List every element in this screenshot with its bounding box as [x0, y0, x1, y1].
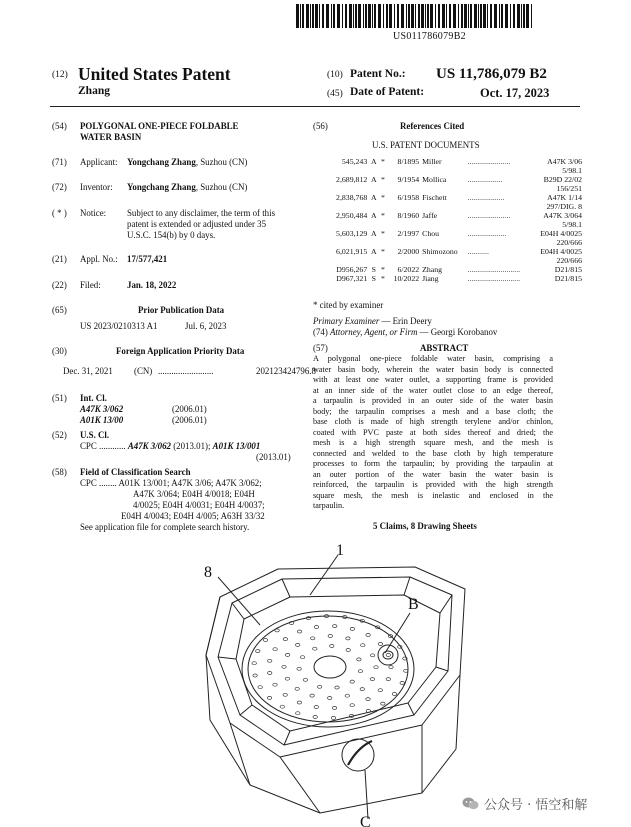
ref-kind: S [371, 274, 376, 283]
barcode-bar [483, 4, 486, 28]
barcode-bar [470, 4, 472, 28]
reference-row-cont [327, 166, 582, 175]
notice-code: ( * ) [52, 208, 67, 218]
reference-row [327, 229, 582, 238]
barcode-bar [363, 4, 364, 28]
ref-class: A47K 3/06 [547, 157, 582, 166]
field-line-5: See application file for complete search history. [80, 522, 250, 532]
barcode-bar [333, 4, 335, 28]
barcode-bar [337, 4, 340, 28]
barcode-bar [326, 4, 329, 28]
cpc-class-1: A47K 3/062 [127, 441, 171, 451]
cpc-leader: ............ [99, 441, 126, 451]
patent-drawing [160, 535, 500, 827]
abstract-line: water basin body, wherein the water basin body is connected [313, 364, 553, 374]
inventor [127, 182, 247, 193]
inventor-location: , Suzhou (CN) [195, 182, 248, 192]
examiner-label: Primary Examiner [313, 316, 380, 326]
abstract-line: with at least one water outlet, a supporting frame is provided [313, 375, 553, 384]
barcode-bar [315, 4, 318, 28]
abstract-heading: ABSTRACT [420, 343, 469, 353]
abstract-line: base cloth is made of high strength terylene and/or chinlon, [313, 417, 553, 426]
intcl-version-1: (2006.01) [172, 404, 207, 414]
barcode-bar [306, 4, 309, 28]
filed-date: Jan. 18, 2022 [127, 280, 177, 290]
ref-date: 8/1895 [397, 157, 420, 166]
appl-label: Appl. No.: [80, 254, 118, 264]
drawing-label-c: C [360, 814, 371, 827]
date-of-patent: Oct. 17, 2023 [480, 86, 550, 100]
barcode-bar [418, 4, 420, 28]
ref-leader: ................... [467, 193, 505, 202]
reference-row [327, 265, 582, 274]
applicant-label: Applicant: [80, 157, 118, 167]
refs-code: (56) [313, 121, 328, 131]
field-label: Field of Classification Search [80, 467, 191, 477]
barcode-bar [322, 4, 324, 28]
header-divider [50, 106, 580, 107]
title-code: (54) [52, 121, 67, 131]
foreign-country: (CN) [134, 366, 153, 376]
barcode-bar [513, 4, 515, 28]
foreign-number: 202123424796.8 [256, 366, 316, 376]
ref-kind: A [370, 229, 377, 238]
ref-star: * [381, 175, 385, 184]
prior-pub-number: US 2023/0210313 A1 [80, 321, 158, 331]
attorney-line [313, 327, 497, 338]
barcode-bar [408, 4, 410, 28]
barcode-bar [494, 4, 497, 28]
references-list [327, 157, 582, 283]
ref-leader: ........................... [467, 265, 521, 274]
appl-code: (21) [52, 254, 67, 264]
examiner-name: — Erin Deery [381, 316, 432, 326]
inventor-name: Yongchang Zhang [127, 182, 196, 192]
barcode-bar [461, 4, 463, 28]
prior-pub-heading: Prior Publication Data [138, 305, 225, 315]
abstract-code: (57) [313, 343, 328, 353]
intcl-code: (51) [52, 393, 67, 403]
ref-class: D21/815 [554, 265, 582, 274]
barcode-bar [487, 4, 488, 28]
barcode-number: US011786079B2 [393, 31, 466, 42]
ref-star: * [381, 265, 385, 274]
ref-number: 2,689,812 [336, 175, 368, 184]
barcode-bar [312, 4, 314, 28]
ref-date: 10/2022 [393, 274, 420, 283]
date-of-patent-label: Date of Patent: [350, 86, 425, 98]
notice-line-3: U.S.C. 154(b) by 0 days. [127, 230, 216, 240]
ref-number: D956,267 [336, 265, 368, 274]
field-code: (58) [52, 467, 67, 477]
barcode-bar [490, 4, 492, 28]
ref-class: A47K 1/14 [547, 193, 582, 202]
barcode-bar [300, 4, 301, 28]
barcode-bar [523, 4, 525, 28]
barcode-bar [397, 4, 399, 28]
notice-line-1: Subject to any disclaimer, the term of this [127, 208, 276, 218]
refs-heading: References Cited [400, 121, 465, 131]
notice-line-2: patent is extended or adjusted under 35 [127, 219, 267, 229]
abstract-line: coated with PVC paste at both sides thereof and dried; the [313, 427, 553, 437]
prior-pub-code: (65) [52, 305, 67, 315]
barcode-bar [353, 4, 354, 28]
ref-name: Jaffe [422, 211, 438, 220]
appl-number: 17/577,421 [127, 254, 168, 264]
uscl-code: (52) [52, 430, 67, 440]
barcode-bar [427, 4, 429, 28]
barcode-bar [302, 4, 304, 28]
field-line-3: 4/0025; E04H 4/0031; E04H 4/0037; [133, 500, 265, 510]
abstract-line: A polygonal one-piece foldable water basin, comprising a [313, 354, 553, 363]
ref-name: Chou [422, 229, 440, 238]
ref-name: Jiang [422, 274, 439, 283]
ref-class-cont: 5/98.1 [562, 220, 582, 229]
barcode-bar [345, 4, 347, 28]
cpc-label: CPC [80, 441, 97, 451]
reference-row [327, 211, 582, 220]
ref-star: * [381, 274, 385, 283]
ref-number: 2,838,768 [336, 193, 368, 202]
barcode-bar [499, 4, 500, 28]
attorney-label: Attorney, Agent, or Firm [330, 327, 418, 337]
ref-kind: A [370, 193, 377, 202]
barcode-bar [478, 4, 479, 28]
ref-star: * [381, 247, 385, 256]
ref-class: E04H 4/0025 [540, 247, 582, 256]
barcode-bar [365, 4, 367, 28]
watermark [462, 794, 587, 813]
ref-star: * [381, 229, 385, 238]
notice-label: Notice: [80, 208, 107, 218]
barcode-bar [401, 4, 404, 28]
code-10: (10) [327, 70, 343, 80]
patent-number: US 11,786,079 B2 [436, 66, 547, 82]
ref-number: 6,021,915 [336, 247, 368, 256]
filed-code: (22) [52, 280, 67, 290]
drawing-label-8: 8 [204, 564, 212, 581]
ref-date: 2/2000 [397, 247, 420, 256]
barcode-bar [510, 4, 511, 28]
basin-rim-outer [206, 567, 465, 757]
code-45: (45) [327, 89, 343, 99]
barcode-bar [374, 4, 376, 28]
field-line-4: E04H 4/0043; E04H 4/005; A63H 33/32 [121, 511, 265, 521]
reference-row [327, 193, 582, 202]
reference-row-cont [327, 184, 582, 193]
applicant-name: Yongchang Zhang [127, 157, 196, 167]
ref-class: B29D 22/02 [543, 175, 582, 184]
ref-class-cont: 156/251 [556, 184, 582, 193]
attorney-name: — Georgi Korobanov [419, 327, 498, 337]
barcode-bar [517, 4, 520, 28]
ref-leader: ...................... [467, 157, 511, 166]
ref-class-cont: 5/98.1 [562, 166, 582, 175]
ref-leader: ........... [467, 247, 489, 256]
patent-no-label: Patent No.: [350, 68, 406, 80]
barcode-bar [296, 4, 299, 28]
abstract-line: mesh is a high strength square mesh, and the mesh is [313, 438, 553, 447]
uscl-label: U.S. Cl. [80, 430, 110, 440]
barcode-bar [526, 4, 529, 28]
barcode-bar [442, 4, 445, 28]
ref-number: D967,321 [336, 274, 368, 283]
barcode-bar [449, 4, 451, 28]
cpc-version-2: (2013.01) [256, 452, 291, 462]
barcode-bar [480, 4, 482, 28]
reference-row [327, 175, 582, 184]
foreign-date: Dec. 31, 2021 [63, 366, 113, 376]
ref-kind: A [370, 175, 377, 184]
ref-date: 2/1997 [397, 229, 420, 238]
barcode-bar [531, 4, 532, 28]
barcode-bar [368, 4, 371, 28]
ref-date: 9/1954 [397, 175, 420, 184]
barcode-bar [411, 4, 414, 28]
barcode-bar [406, 4, 407, 28]
ref-kind: S [371, 265, 376, 274]
field-line-2: A47K 3/064; E04H 4/0018; E04H [133, 489, 255, 499]
ref-name: Mollica [422, 175, 447, 184]
barcode-bar [430, 4, 433, 28]
reference-row-cont [327, 238, 582, 247]
abstract-line: reinforced, the tarpaulin is provided with the high strength [313, 480, 553, 489]
reference-row [327, 247, 582, 256]
barcode-bar [438, 4, 440, 28]
foreign-leader: ......................... [158, 366, 214, 376]
applicant-location: , Suzhou (CN) [195, 157, 248, 167]
applicant [127, 157, 247, 168]
barcode-bar [501, 4, 503, 28]
barcode-bar [464, 4, 467, 28]
ref-class-cont: 220/666 [556, 256, 582, 265]
attorney-code: (74) [313, 327, 328, 337]
cpc-class-2: A01K 13/001 [212, 441, 261, 451]
foreign-heading: Foreign Application Priority Data [116, 346, 245, 356]
barcode-bar [372, 4, 373, 28]
ref-leader: .................. [467, 175, 503, 184]
barcode-bar [446, 4, 447, 28]
refs-subheading: U.S. PATENT DOCUMENTS [372, 140, 480, 150]
ref-date: 6/1958 [397, 193, 420, 202]
barcode-bar [435, 4, 436, 28]
ref-date: 6/2022 [397, 265, 420, 274]
applicant-code: (71) [52, 157, 67, 167]
barcode-bar [468, 4, 469, 28]
watermark-text: 公众号 · 悟空和解 [484, 798, 588, 813]
barcode-bar [342, 4, 343, 28]
claims-line: 5 Claims, 8 Drawing Sheets [373, 521, 477, 531]
ref-name: Shimozono [422, 247, 458, 256]
barcode-bar [458, 4, 459, 28]
barcode-bar [394, 4, 395, 28]
intcl-label: Int. Cl. [80, 393, 107, 403]
barcode-bar [389, 4, 392, 28]
title-line-1: POLYGONAL ONE-PIECE FOLDABLE [80, 121, 239, 131]
foreign-code: (30) [52, 346, 67, 356]
barcode-bar [453, 4, 456, 28]
reference-row-cont [327, 256, 582, 265]
title-line-2: WATER BASIN [80, 132, 142, 142]
abstract-line: processes to form the tarpaulin; by providing the tarpaulin at [313, 459, 553, 468]
ref-date: 8/1960 [397, 211, 420, 220]
intcl-class-1: A47K 3/062 [80, 404, 124, 414]
ref-kind: A [370, 247, 377, 256]
barcode-bar [425, 4, 426, 28]
barcode-bar [331, 4, 332, 28]
drawing-label-b: B [408, 596, 419, 613]
ref-class: E04H 4/0025 [540, 229, 582, 238]
references-table [327, 157, 582, 283]
barcode-bar [319, 4, 320, 28]
ref-number: 5,603,129 [336, 229, 368, 238]
barcode-bar [378, 4, 381, 28]
ref-class-cont: 220/666 [556, 238, 582, 247]
abstract-line: connected and welded to the base cloth by high temperature [313, 448, 553, 458]
filed-label: Filed: [80, 280, 101, 290]
barcode-bar [474, 4, 477, 28]
ref-class: A47K 3/064 [543, 211, 582, 220]
abstract-body [313, 354, 553, 512]
barcode-bar [505, 4, 508, 28]
barcode-bar [355, 4, 357, 28]
ref-star: * [381, 211, 385, 220]
wechat-icon [462, 797, 479, 810]
ref-kind: A [370, 211, 377, 220]
reference-row [327, 274, 582, 283]
abstract-line: a tarpaulin is provided in an outer side of the water basin [313, 396, 553, 405]
abstract-line: square mesh, the mesh is inelastic and enclosed in the [313, 490, 553, 500]
inventor-surname: Zhang [78, 85, 110, 97]
cpc-version-1: (2013.01); [173, 441, 211, 451]
uscl-cpc-line [80, 441, 260, 452]
barcode-bar [310, 4, 311, 28]
reference-row-cont [327, 202, 582, 211]
ref-star: * [381, 157, 385, 166]
inventor-code: (72) [52, 182, 67, 192]
ref-leader: ...................... [467, 211, 511, 220]
abstract-line: body; the tarpaulin comprises a mesh and a base cloth; the [313, 406, 553, 416]
barcode-bar [421, 4, 424, 28]
ref-name: Zhang [422, 265, 443, 274]
ref-kind: A [370, 157, 377, 166]
abstract-line: an outer portion of the water basin the water basin is [313, 469, 553, 479]
prior-pub-date: Jul. 6, 2023 [185, 321, 227, 331]
inventor-label: Inventor: [80, 182, 113, 192]
abstract-line: at an inner side of the water outlet close to an edge thereof, [313, 385, 553, 395]
ref-class: D21/815 [554, 274, 582, 283]
reference-row [327, 157, 582, 166]
drawing-label-1: 1 [336, 542, 344, 559]
field-line-1: CPC ........ A01K 13/001; A47K 3/06; A47K 3/062; [80, 478, 262, 488]
ref-class-cont: 297/DIG. 8 [546, 202, 582, 211]
barcode-bar [386, 4, 388, 28]
barcode-bar [521, 4, 522, 28]
barcode-bar [383, 4, 384, 28]
detail-c [342, 739, 374, 771]
ref-leader: ........................... [467, 274, 521, 283]
abstract-line: tarpaulin. [313, 501, 345, 510]
ref-number: 2,950,484 [336, 211, 368, 220]
barcode-bar [358, 4, 361, 28]
ref-number: 545,243 [341, 157, 368, 166]
document-type: United States Patent [78, 64, 231, 84]
code-12: (12) [52, 70, 68, 80]
ref-leader: .................... [467, 229, 507, 238]
reference-row-cont [327, 220, 582, 229]
ref-star: * [381, 193, 385, 202]
barcode [296, 4, 532, 34]
ref-name: Miller [422, 157, 442, 166]
intcl-version-2: (2006.01) [172, 415, 207, 425]
ref-name: Fischett [422, 193, 447, 202]
intcl-class-2: A01K 13/00 [80, 415, 124, 425]
barcode-bar [415, 4, 416, 28]
barcode-bar [349, 4, 352, 28]
examiner-line [313, 316, 432, 327]
cited-note: * cited by examiner [313, 300, 384, 310]
